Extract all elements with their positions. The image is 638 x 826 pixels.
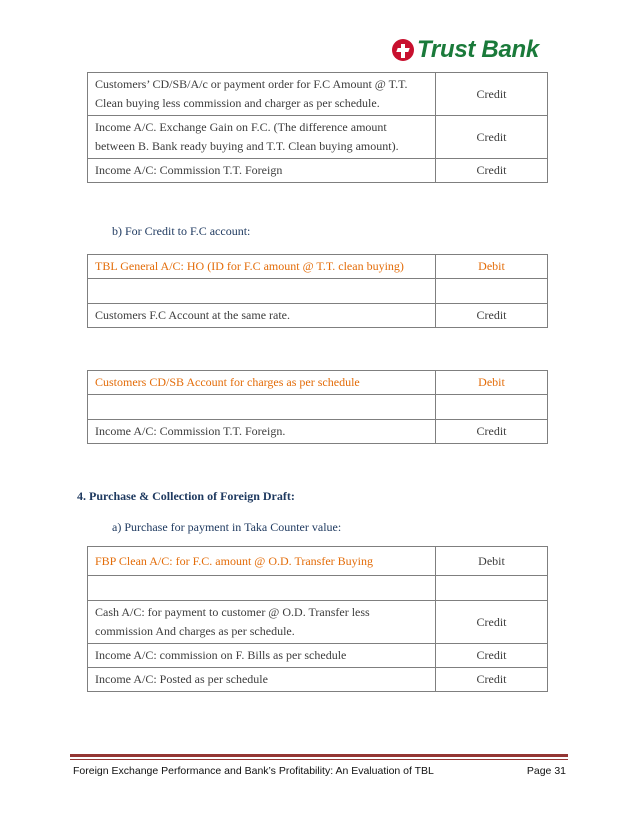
entry-type: Credit xyxy=(436,159,548,183)
subheading-purchase-taka: a) Purchase for payment in Taka Counter value: xyxy=(112,520,342,534)
entry-description xyxy=(88,279,436,304)
entry-description: Income A/C: Commission T.T. Foreign. xyxy=(88,420,436,444)
table-row xyxy=(88,116,548,159)
entry-description: Income A/C: Posted as per schedule xyxy=(88,668,436,692)
table-row xyxy=(88,73,548,116)
journal-table-tt-clean xyxy=(87,72,548,183)
entry-type: Debit xyxy=(436,371,548,395)
entry-type: Debit xyxy=(436,547,548,576)
table-row xyxy=(88,420,548,444)
trust-bank-logo xyxy=(392,33,539,67)
table-row xyxy=(88,547,548,576)
entry-type: Credit xyxy=(436,73,548,116)
entry-description: Income A/C: commission on F. Bills as per schedule xyxy=(88,644,436,668)
entry-description: Income A/C. Exchange Gain on F.C. (The difference amount between B. Bank ready buying and T.T. Clean buying amount). xyxy=(88,116,436,159)
table-row xyxy=(88,668,548,692)
footer-document-title: Foreign Exchange Performance and Bank’s Profitability: An Evaluation of TBL xyxy=(73,765,434,777)
table-row xyxy=(88,371,548,395)
entry-description: Customers’ CD/SB/A/c or payment order for F.C Amount @ T.T. Clean buying less commission and charger as per schedule. xyxy=(88,73,436,116)
entry-type: Credit xyxy=(436,420,548,444)
entry-description xyxy=(88,395,436,420)
table-row xyxy=(88,279,548,304)
entry-type: Credit xyxy=(436,644,548,668)
entry-type xyxy=(436,576,548,601)
page-number: Page 31 xyxy=(526,765,566,777)
table-row xyxy=(88,395,548,420)
journal-table-charges xyxy=(87,370,548,444)
table-row xyxy=(88,304,548,328)
entry-type xyxy=(436,395,548,420)
footer-rule-thin xyxy=(70,759,568,760)
entry-description: Customers F.C Account at the same rate. xyxy=(88,304,436,328)
entry-type xyxy=(436,279,548,304)
table-row xyxy=(88,576,548,601)
entry-description: Income A/C: Commission T.T. Foreign xyxy=(88,159,436,183)
entry-type: Credit xyxy=(436,304,548,328)
entry-type: Credit xyxy=(436,601,548,644)
table-row xyxy=(88,601,548,644)
entry-description: Customers CD/SB Account for charges as per schedule xyxy=(88,371,436,395)
subheading-credit-fc-account: b) For Credit to F.C account: xyxy=(112,224,251,238)
entry-type: Credit xyxy=(436,116,548,159)
brand-name: Trust Bank xyxy=(417,36,539,63)
journal-table-foreign-draft xyxy=(87,546,548,692)
entry-description: TBL General A/C: HO (ID for F.C amount @ T.T. clean buying) xyxy=(88,255,436,279)
trust-bank-emblem-icon xyxy=(392,39,414,61)
entry-type: Debit xyxy=(436,255,548,279)
journal-table-fc-credit xyxy=(87,254,548,328)
table-row xyxy=(88,255,548,279)
footer-rule xyxy=(70,754,568,757)
entry-description: FBP Clean A/C: for F.C. amount @ O.D. Transfer Buying xyxy=(88,547,436,576)
entry-description xyxy=(88,576,436,601)
entry-type: Credit xyxy=(436,668,548,692)
table-row xyxy=(88,159,548,183)
section-heading-foreign-draft: 4. Purchase & Collection of Foreign Draft: xyxy=(77,489,295,503)
entry-description: Cash A/C: for payment to customer @ O.D. Transfer less commission And charges as per schedule. xyxy=(88,601,436,644)
table-row xyxy=(88,644,548,668)
